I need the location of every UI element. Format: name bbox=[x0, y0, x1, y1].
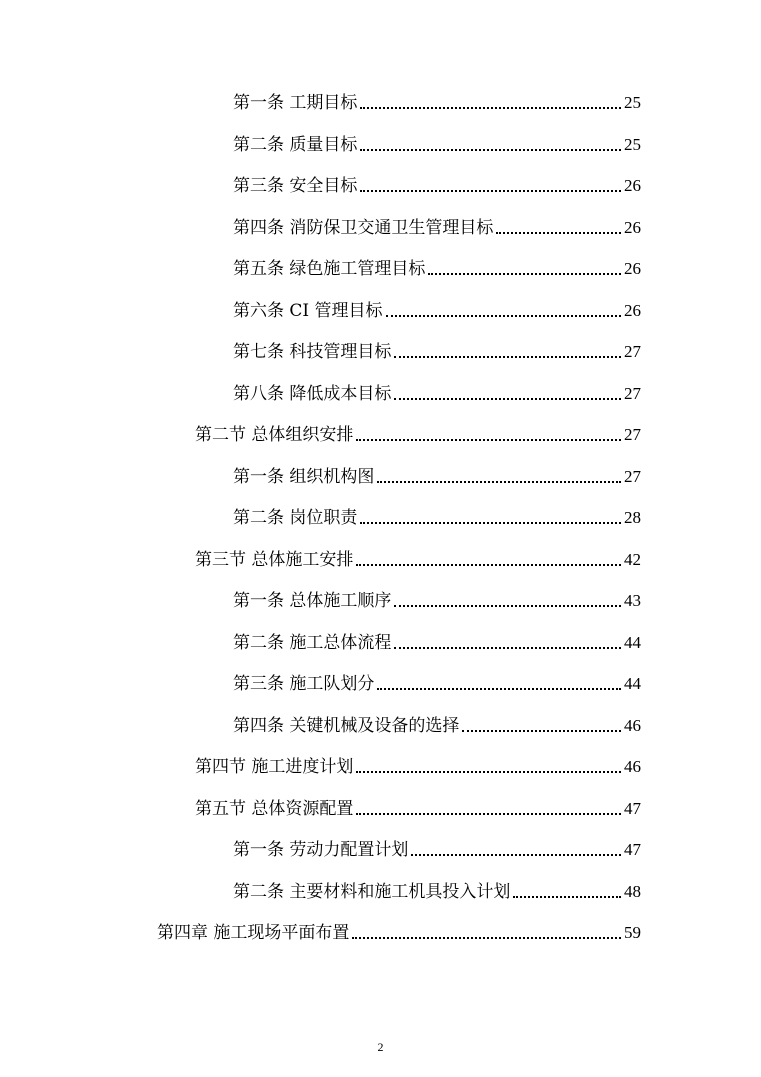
toc-dot-leader bbox=[513, 896, 621, 898]
toc-entry[interactable] bbox=[233, 213, 641, 239]
toc-entry-page: 27 bbox=[624, 467, 641, 486]
toc-entry-label: 第四节 施工进度计划 bbox=[195, 757, 354, 777]
toc-entry-page: 44 bbox=[624, 674, 641, 693]
toc-entry[interactable] bbox=[233, 503, 641, 529]
toc-entry-page: 46 bbox=[624, 716, 641, 735]
toc-dot-leader bbox=[386, 315, 621, 317]
toc-entry-page: 42 bbox=[624, 550, 641, 569]
toc-dot-leader bbox=[356, 439, 621, 441]
toc-dot-leader bbox=[360, 107, 621, 109]
toc-dot-leader bbox=[356, 813, 621, 815]
toc-dot-leader bbox=[377, 481, 621, 483]
toc-entry-page: 26 bbox=[624, 301, 641, 320]
toc-entry-page: 43 bbox=[624, 591, 641, 610]
page-number: 2 bbox=[377, 1040, 384, 1054]
toc-entry[interactable] bbox=[233, 379, 641, 405]
toc-entry-label: 第八条 降低成本目标 bbox=[233, 384, 392, 404]
toc-entry-page: 25 bbox=[624, 93, 641, 112]
toc-entry[interactable] bbox=[157, 918, 641, 944]
toc-entry[interactable] bbox=[233, 669, 641, 695]
toc-entry-label: 第五节 总体资源配置 bbox=[195, 799, 354, 819]
toc-dot-leader bbox=[394, 356, 621, 358]
toc-entry-page: 59 bbox=[624, 923, 641, 942]
toc-entry-label: 第二条 主要材料和施工机具投入计划 bbox=[233, 882, 511, 902]
toc-entry-page: 27 bbox=[624, 384, 641, 403]
toc-dot-leader bbox=[360, 190, 621, 192]
toc-entry-label: 第四条 消防保卫交通卫生管理目标 bbox=[233, 218, 494, 238]
toc-entry[interactable] bbox=[233, 254, 641, 280]
toc-entry-label: 第一条 工期目标 bbox=[233, 93, 358, 113]
toc-entry-label: 第二条 岗位职责 bbox=[233, 508, 358, 528]
toc-entry-page: 47 bbox=[624, 799, 641, 818]
toc-entry[interactable] bbox=[233, 628, 641, 654]
toc-entry-label: 第四条 关键机械及设备的选择 bbox=[233, 716, 460, 736]
toc-entry-label: 第三条 安全目标 bbox=[233, 176, 358, 196]
toc-entry[interactable] bbox=[195, 794, 641, 820]
toc-entry-label: 第一条 总体施工顺序 bbox=[233, 591, 392, 611]
toc-entry[interactable] bbox=[233, 586, 641, 612]
toc-entry-label: 第三条 施工队划分 bbox=[233, 674, 375, 694]
toc-entry-page: 26 bbox=[624, 218, 641, 237]
toc-dot-leader bbox=[462, 730, 621, 732]
toc-entry-page: 25 bbox=[624, 135, 641, 154]
toc-entry[interactable] bbox=[233, 337, 641, 363]
toc-entry[interactable] bbox=[195, 420, 641, 446]
toc-entry-label: 第二条 质量目标 bbox=[233, 135, 358, 155]
toc-entry-label: 第二节 总体组织安排 bbox=[195, 425, 354, 445]
toc-dot-leader bbox=[360, 522, 621, 524]
toc-entry-page: 26 bbox=[624, 176, 641, 195]
toc-entry-page: 44 bbox=[624, 633, 641, 652]
toc-dot-leader bbox=[377, 688, 621, 690]
toc-entry[interactable] bbox=[233, 835, 641, 861]
toc-entry[interactable] bbox=[233, 462, 641, 488]
toc-dot-leader bbox=[352, 937, 621, 939]
toc-entry-page: 47 bbox=[624, 840, 641, 859]
toc-entry[interactable] bbox=[233, 171, 641, 197]
toc-entry-label: 第一条 组织机构图 bbox=[233, 467, 375, 487]
toc-entry-label: 第七条 科技管理目标 bbox=[233, 342, 392, 362]
toc-entry-label: 第一条 劳动力配置计划 bbox=[233, 840, 409, 860]
toc-dot-leader bbox=[411, 854, 621, 856]
toc-entry-page: 46 bbox=[624, 757, 641, 776]
toc-entry-page: 26 bbox=[624, 259, 641, 278]
toc-dot-leader bbox=[394, 398, 621, 400]
toc-dot-leader bbox=[394, 647, 621, 649]
toc-entry[interactable] bbox=[233, 877, 641, 903]
toc-dot-leader bbox=[394, 605, 621, 607]
toc-dot-leader bbox=[356, 771, 621, 773]
toc-entry[interactable] bbox=[195, 752, 641, 778]
toc-dot-leader bbox=[360, 149, 621, 151]
toc-entry-page: 27 bbox=[624, 342, 641, 361]
toc-dot-leader bbox=[496, 232, 621, 234]
toc-dot-leader bbox=[428, 273, 621, 275]
toc-entry-page: 27 bbox=[624, 425, 641, 444]
toc-entry-label: 第六条 CI 管理目标 bbox=[233, 301, 383, 321]
toc-entry-label: 第五条 绿色施工管理目标 bbox=[233, 259, 426, 279]
toc-entry-page: 28 bbox=[624, 508, 641, 527]
toc-entry[interactable] bbox=[233, 711, 641, 737]
toc-entry[interactable] bbox=[233, 130, 641, 156]
toc-entry-label: 第三节 总体施工安排 bbox=[195, 550, 354, 570]
toc-entry[interactable] bbox=[233, 296, 641, 322]
toc-entry-label: 第二条 施工总体流程 bbox=[233, 633, 392, 653]
toc-entry-page: 48 bbox=[624, 882, 641, 901]
toc-entry[interactable] bbox=[233, 88, 641, 114]
toc-entry-label: 第四章 施工现场平面布置 bbox=[157, 923, 350, 943]
toc-entry[interactable] bbox=[195, 545, 641, 571]
toc-dot-leader bbox=[356, 564, 621, 566]
